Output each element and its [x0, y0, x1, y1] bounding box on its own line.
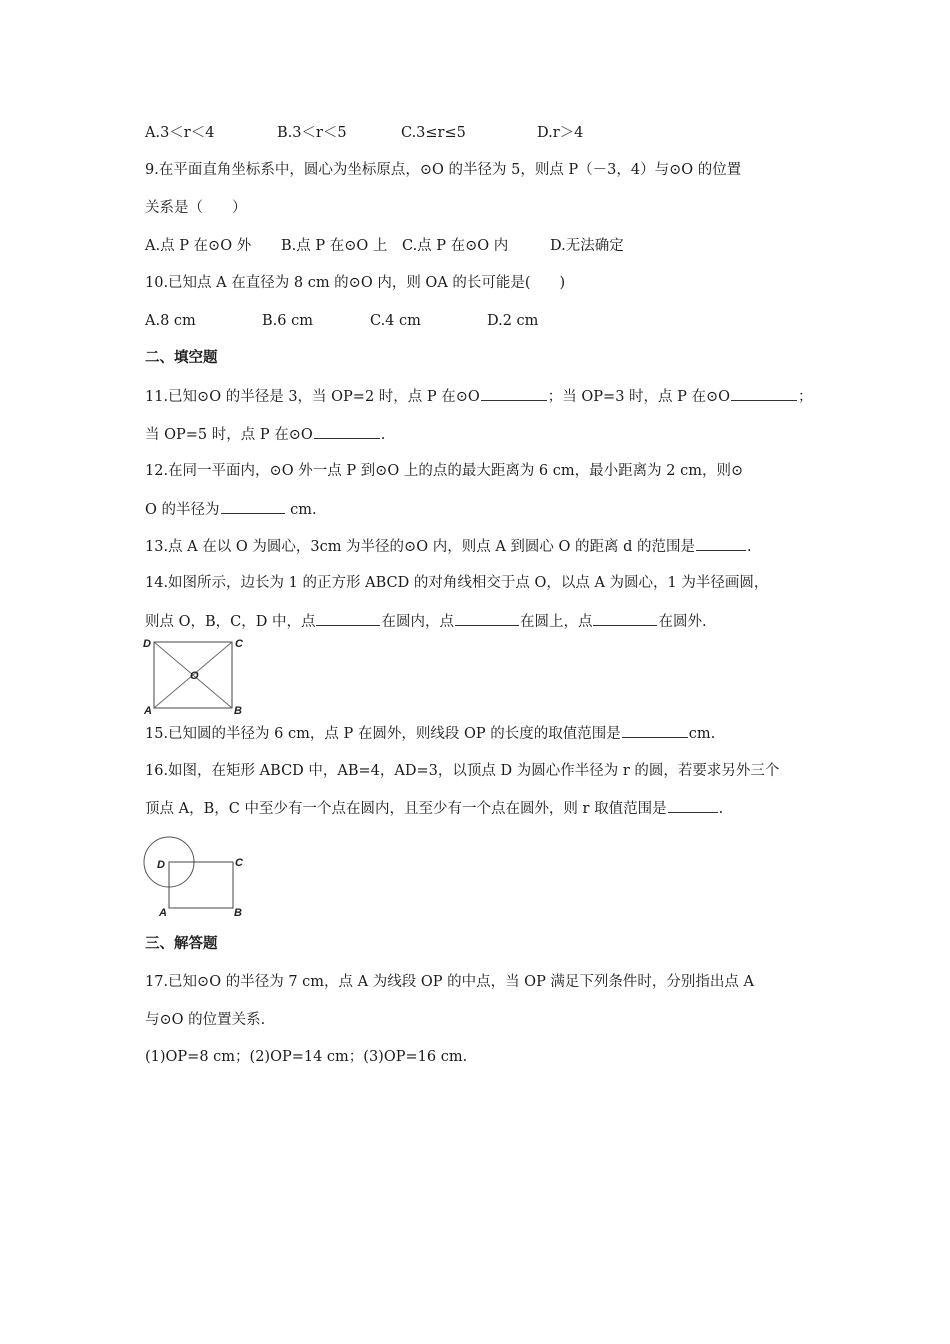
- q11-blank-2: [731, 386, 797, 401]
- q14-text-3: 在圆上，点: [519, 614, 593, 630]
- q16-rectangle-figure: [140, 830, 252, 924]
- q14-square-figure: [141, 636, 241, 720]
- q16-text-1: 顶点 A，B，C 中至少有一个点在圆内，且至少有一个点在圆外，则 r 取值范围是: [145, 801, 667, 817]
- q11-line1: [145, 386, 813, 407]
- q9-option-a: A.点 P 在⊙O 外: [145, 238, 252, 254]
- q16-text-2: .: [718, 801, 724, 817]
- q9-option-c: C.点 P 在⊙O 内: [402, 238, 509, 254]
- q14-blank-2: [455, 611, 519, 626]
- q13-text-1: 13.点 A 在以 O 为圆心，3cm 为半径的⊙O 内，则点 A 到圆心 O 的距离 d 的范围是: [145, 539, 695, 555]
- section-answer-heading: 三、解答题: [145, 936, 218, 952]
- q10-option-d: D.2 cm: [487, 313, 539, 329]
- q14-label-o: O: [190, 670, 199, 682]
- q11-blank-3: [314, 424, 380, 439]
- q14-text-4: 在圆外.: [658, 614, 707, 630]
- q15-line: [145, 723, 715, 744]
- q14-label-b: B: [234, 705, 242, 717]
- q12-text-1: O 的半径为: [145, 502, 220, 518]
- q16-label-b: B: [234, 907, 242, 919]
- q11-text-1: 11.已知⊙O 的半径是 3，当 OP=2 时，点 P 在⊙O: [145, 389, 480, 405]
- q11-text-4: 当 OP=5 时，点 P 在⊙O: [145, 427, 313, 443]
- q16-line1: 16.如图，在矩形 ABCD 中，AB=4，AD=3，以顶点 D 为圆心作半径为 r 的圆，若要求另外三个: [145, 763, 780, 779]
- q8-option-a: A.3＜r＜4: [145, 125, 215, 141]
- q12-text-2: cm.: [285, 502, 317, 518]
- q14-text-1: 则点 O，B，C，D 中，点: [145, 614, 316, 630]
- q9-option-d: D.无法确定: [550, 238, 624, 254]
- q12-line1: 12.在同一平面内，⊙O 外一点 P 到⊙O 上的点的最大距离为 6 cm，最小距离为 2 cm，则⊙: [145, 463, 744, 479]
- q16-label-d: D: [157, 859, 165, 871]
- q17-line3: (1)OP=8 cm；(2)OP=14 cm；(3)OP=16 cm.: [145, 1049, 468, 1065]
- q9-stem-line1: 9.在平面直角坐标系中，圆心为坐标原点，⊙O 的半径为 5，则点 P（－3，4）与⊙O 的位置: [145, 162, 742, 178]
- q15-text-1: 15.已知圆的半径为 6 cm，点 P 在圆外，则线段 OP 的长度的取值范围是: [145, 726, 621, 742]
- q15-text-2: cm.: [688, 726, 716, 742]
- q16-blank: [668, 798, 718, 813]
- q16-label-a: A: [159, 907, 167, 919]
- q14-blank-3: [593, 611, 657, 626]
- q12-blank: [221, 499, 285, 514]
- q13-blank: [696, 536, 746, 551]
- q10-stem: 10.已知点 A 在直径为 8 cm 的⊙O 内，则 OA 的长可能是( ): [145, 275, 566, 291]
- q13-text-2: .: [747, 539, 752, 555]
- q8-option-d: D.r＞4: [537, 125, 584, 141]
- q14-blank-1: [316, 611, 380, 626]
- q16-line2: [145, 798, 723, 819]
- q9-option-b: B.点 P 在⊙O 上: [281, 238, 388, 254]
- q8-option-b: B.3＜r＜5: [277, 125, 347, 141]
- q14-label-c: C: [235, 638, 243, 650]
- q14-label-d: D: [143, 638, 151, 650]
- q11-blank-1: [481, 386, 547, 401]
- q11-text-3: ；: [798, 389, 813, 405]
- q15-blank: [622, 723, 688, 738]
- q16-label-c: C: [235, 857, 243, 869]
- q12-line2: [145, 499, 317, 520]
- q11-line2: [145, 424, 385, 445]
- q11-text-5: .: [380, 427, 386, 443]
- q14-text-2: 在圆内，点: [381, 614, 454, 630]
- q13-line: [145, 536, 752, 557]
- q17-line1: 17.已知⊙O 的半径为 7 cm，点 A 为线段 OP 的中点，当 OP 满足下列条件时，分别指出点 A: [145, 974, 755, 990]
- section-fill-in-heading: 二、填空题: [145, 350, 218, 366]
- q10-option-a: A.8 cm: [145, 313, 196, 329]
- q9-stem-line2: 关系是（ ）: [145, 200, 247, 216]
- q10-option-b: B.6 cm: [262, 313, 313, 329]
- q14-line2: [145, 611, 707, 632]
- q14-label-a: A: [144, 705, 152, 717]
- q17-line2: 与⊙O 的位置关系.: [145, 1012, 266, 1028]
- q8-option-c: C.3≤r≤5: [401, 125, 466, 141]
- q10-option-c: C.4 cm: [370, 313, 421, 329]
- q14-line1: 14.如图所示，边长为 1 的正方形 ABCD 的对角线相交于点 O，以点 A 为圆心，1 为半径画圆，: [145, 575, 769, 591]
- q11-text-2: ；当 OP=3 时，点 P 在⊙O: [547, 389, 731, 405]
